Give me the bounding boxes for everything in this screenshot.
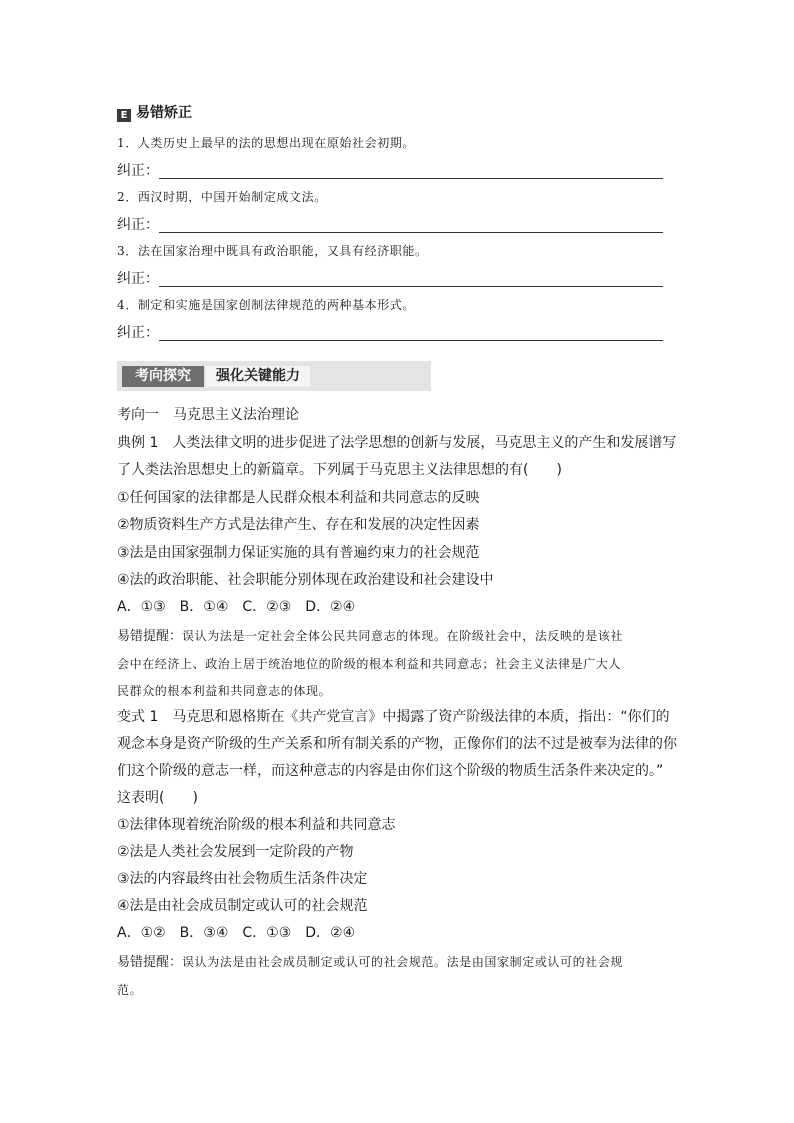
variant1-line-4: 这表明( ) [117,790,198,806]
variant1-choices: A．①② B．③④ C．①③ D．②④ [117,925,356,941]
variant1-line-2: 观念本身是资产阶级的生产关系和所有制关系的产物，正像你们的法不过是被奉为法律的你 [117,736,677,752]
error-statement-3: 3．法在国家治理中既具有政治职能，又具有经济职能。 [117,244,428,258]
correction-blank-3[interactable] [159,286,663,287]
correction-label-1: 纠正： [117,163,159,179]
example1-tip-label: 易错提醒： [117,629,183,644]
example1-line-1: 典例 1 人类法律文明的进步促进了法学思想的创新与发展，马克思主义的产生和发展谱写 [117,435,677,451]
errors-section-title [117,104,192,122]
example1-tip-line-1 [117,627,623,646]
correction-blank-4[interactable] [159,340,663,341]
error-statement-1: 1．人类历史上最早的法的思想出现在原始社会初期。 [117,136,416,150]
variant1-line-3: 们这个阶级的意志一样，而这种意志的内容是由你们这个阶级的物质生活条件来决定的。” [117,763,664,779]
variant1-tip-text-1: 误认为法是由社会成员制定或认可的社会规范。法是由国家制定或认可的社会规 [182,955,624,969]
correction-blank-1[interactable] [159,178,663,179]
variant1-option-4: ④法是由社会成员制定或认可的社会规范 [117,898,368,914]
variant1-tip-line-1 [117,953,623,972]
variant1-tip-line-2: 范。 [117,983,143,997]
error-statement-4: 4．制定和实施是国家创制法律规范的两种基本形式。 [117,298,416,312]
example1-option-2: ②物质资料生产方式是法律产生、存在和发展的决定性因素 [117,517,480,533]
banner-tag: 考向探究 [122,366,204,387]
example1-tip-line-3: 民群众的根本利益和共同意志的体现。 [117,684,332,698]
example1-tip-text-1: 误认为法是一定社会全体公民共同意志的体现。在阶级社会中，法反映的是该社 [182,629,624,643]
error-statement-2: 2．西汉时期，中国开始制定成文法。 [117,190,327,204]
example1-tip-line-2: 会中在经济上、政治上居于统治地位的阶级的根本利益和共同意志；社会主义法律是广大人 [117,657,622,671]
variant1-option-2: ②法是人类社会发展到一定阶段的产物 [117,844,354,860]
variant1-option-3: ③法的内容最终由社会物质生活条件决定 [117,871,368,887]
example1-line-2: 了人类法治思想史上的新篇章。下列属于马克思主义法律思想的有( ) [117,462,562,478]
example1-choices: A．①③ B．①④ C．②③ D．②④ [117,599,356,615]
variant1-option-1: ①法律体现着统治阶级的根本利益和共同意志 [117,817,396,833]
direction-title: 考向一 马克思主义法治理论 [117,407,299,423]
variant1-tip-label: 易错提醒： [117,955,183,970]
correction-label-3: 纠正： [117,271,159,287]
example1-option-3: ③法是由国家强制力保证实施的具有普遍约束力的社会规范 [117,545,480,561]
correction-blank-2[interactable] [159,232,663,233]
example1-option-1: ①任何国家的法律都是人民群众根本利益和共同意志的反映 [117,490,480,506]
variant1-line-1: 变式 1 马克思和恩格斯在《共产党宣言》中揭露了资产阶级法律的本质，指出：“你们的 [117,709,670,725]
errors-title-text: 易错矫正 [136,105,192,121]
section-e-icon: E [117,109,131,122]
section-banner [117,361,431,391]
example1-option-4: ④法的政治职能、社会职能分别体现在政治建设和社会建设中 [117,572,494,588]
correction-label-2: 纠正： [117,217,159,233]
banner-subtitle: 强化关键能力 [206,366,310,387]
correction-label-4: 纠正： [117,325,159,341]
